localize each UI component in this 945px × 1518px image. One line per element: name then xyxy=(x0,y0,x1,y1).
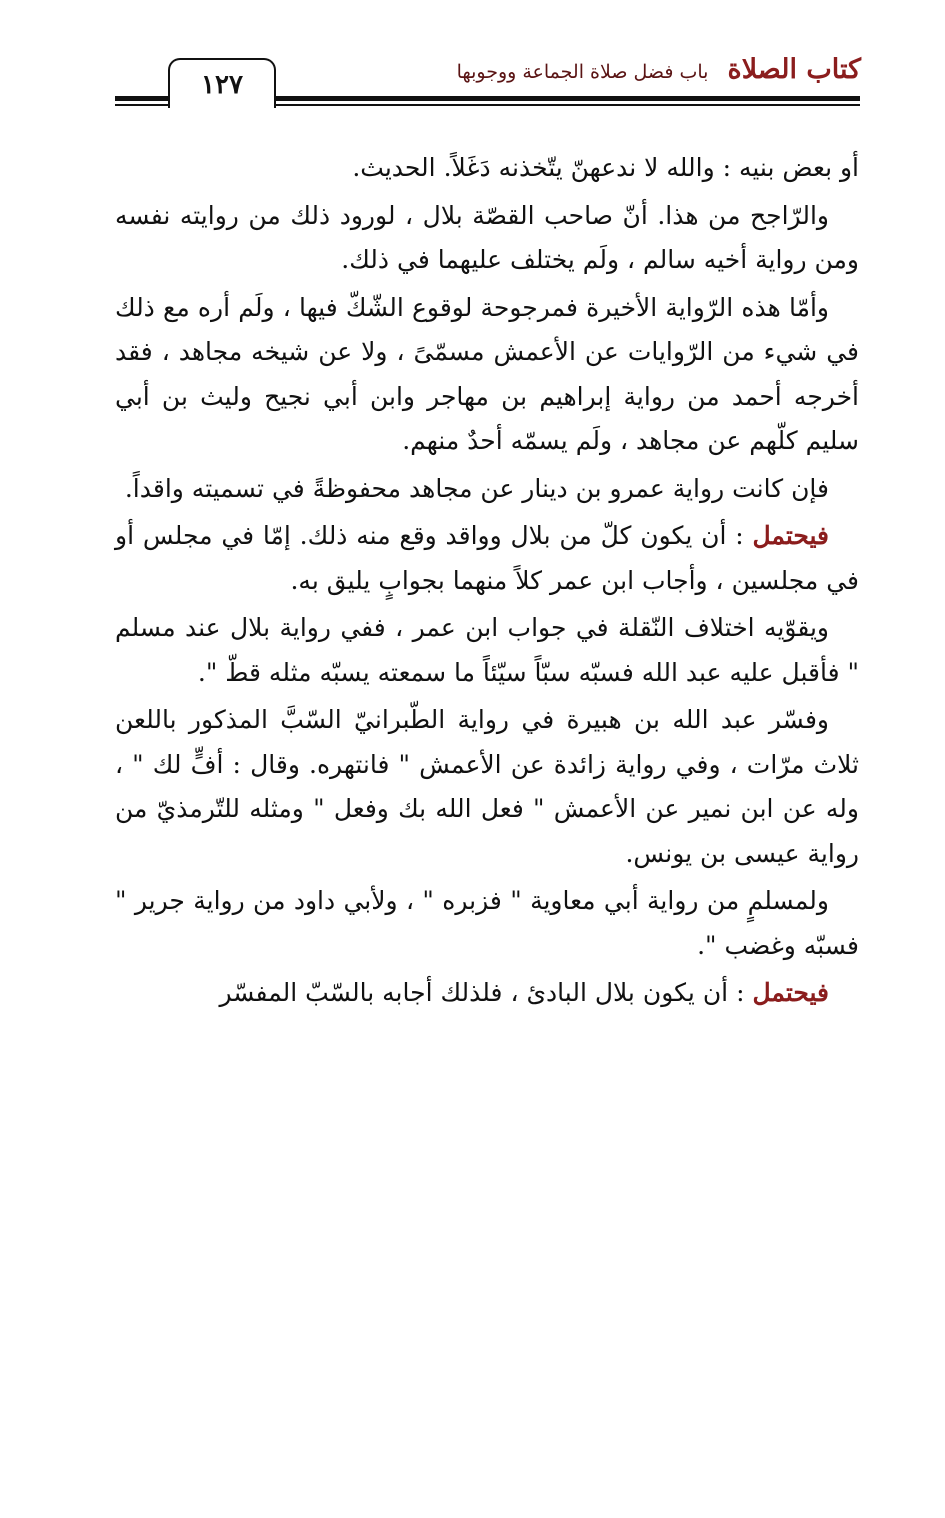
page-header xyxy=(0,0,945,120)
paragraph: وأمّا هذه الرّواية الأخيرة فمرجوحة لوقوع الشّكّ فيها ، ولَم أره مع ذلك في شيء من الرّوايات عن الأعمش مسمّىً ، ولا عن شيخه مجاهد ، فقد أخرجه أحمد من رواية إبراهيم بن مهاجر وابن أبي نجيح وليث بن أبي سليم كلّهم عن مجاهد ، ولَم يسمّه أحدٌ منهم. xyxy=(115,292,859,455)
paragraph: فإن كانت رواية عمرو بن دينار عن مجاهد محفوظةً في تسميته واقداً. xyxy=(124,473,829,503)
book-title: كتاب الصلاة xyxy=(727,54,861,85)
paragraph: ولمسلمٍ من رواية أبي معاوية " فزبره " ، ولأبي داود من رواية جرير " فسبّه وغضب ". xyxy=(115,886,859,960)
paragraph: ويقوّيه اختلاف النّقلة في جواب ابن عمر ، ففي رواية بلال عند مسلم " فأقبل عليه عبد الله فسبّه سبّاً سيّئاً ما سمعته يسبّه مثله قطّ ". xyxy=(115,613,859,687)
keyword-highlight: فيحتمل xyxy=(752,521,829,550)
page-number: ١٢٧ xyxy=(168,58,276,108)
paragraph: وفسّر عبد الله بن هبيرة في رواية الطّبرانيّ السّبَّ المذكور باللعن ثلاث مرّات ، وفي رواية زائدة عن الأعمش " فانتهره. وقال : أفٍّ لك " ، وله عن ابن نمير عن الأعمش " فعل الله بك وفعل " ومثله للتّرمذيّ من رواية عيسى بن يونس. xyxy=(115,705,859,868)
running-head xyxy=(457,54,861,85)
chapter-title: باب فضل صلاة الجماعة ووجوبها xyxy=(456,61,709,83)
paragraph: فيحتمل : أن يكون كلّ من بلال وواقد وقع منه ذلك. إمّا في مجلس أو في مجلسين ، وأجاب ابن عمر كلاً منهما بجوابٍ يليق به. xyxy=(115,521,859,595)
keyword-highlight: فيحتمل xyxy=(752,978,829,1007)
paragraph: والرّاجح من هذا. أنّ صاحب القصّة بلال ، لورود ذلك من روايته نفسه ومن رواية أخيه سالم ، ولَم يختلف عليهما في ذلك. xyxy=(115,200,859,274)
body-text xyxy=(115,146,859,1019)
paragraph: أو بعض بنيه : والله لا ندعهنّ يتّخذنه دَغَلاً. الحديث. xyxy=(352,153,859,182)
paragraph: فيحتمل : أن يكون بلال البادئ ، فلذلك أجابه بالسّبّ المفسّر xyxy=(219,978,829,1007)
